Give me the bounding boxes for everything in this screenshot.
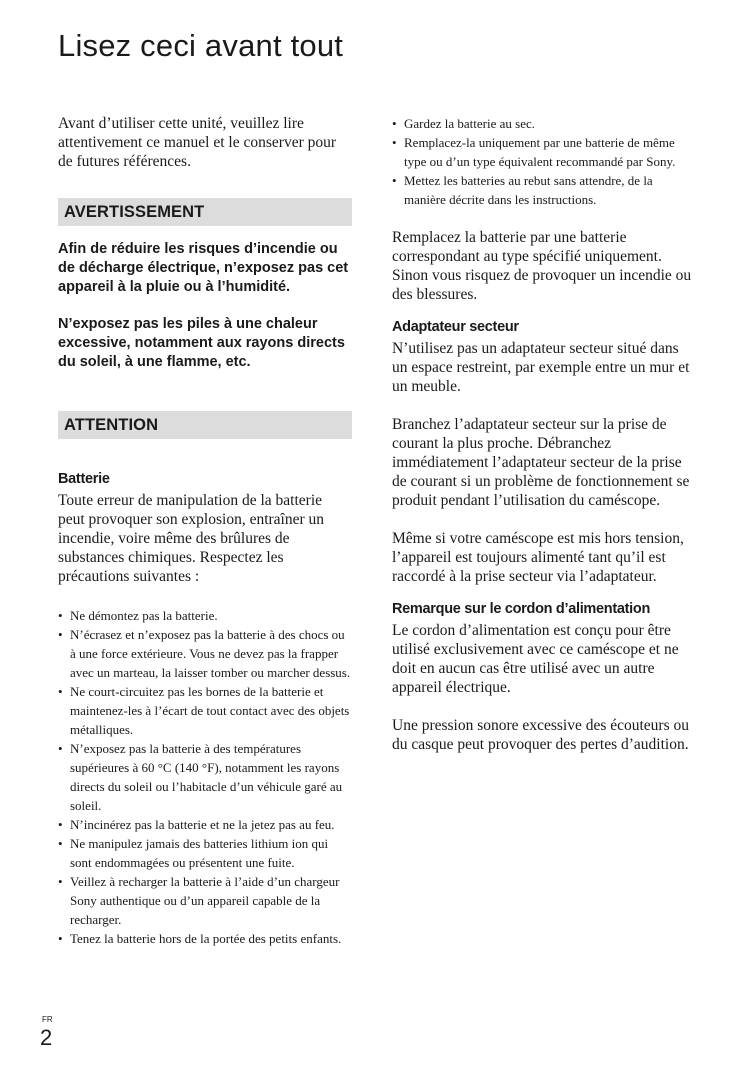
adapter-paragraph-3: Même si votre caméscope est mis hors tension, l’appareil est toujours alimenté tant qu’il est raccordé à la prise secteur via l’adaptateur. xyxy=(392,530,684,585)
battery-precautions-list xyxy=(58,606,352,948)
warning-banner: AVERTISSEMENT xyxy=(58,198,352,226)
battery-text: Toute erreur de manipulation de la batterie peut provoquer son explosion, entraîner un incendie, voire même des brûlures de substances chimiques. Respectez les précautions suivantes : xyxy=(58,492,325,585)
adapter-paragraph-2: Branchez l’adaptateur secteur sur la prise de courant la plus proche. Débranchez immédiatement l’adaptateur secteur de la prise de courant si un problème de fonctionnement se produit pendant l’utilisation du caméscope. xyxy=(392,416,690,509)
list-item: • Mettez les batteries au rebut sans attendre, de la manière décrite dans les instructions. xyxy=(392,171,692,209)
page-number: 2 xyxy=(40,1025,53,1050)
sound-pressure-text: Une pression sonore excessive des écouteurs ou du casque peut provoquer des pertes d’audition. xyxy=(392,717,689,753)
battery-heading: Batterie xyxy=(58,471,110,487)
list-item: • Gardez la batterie au sec. xyxy=(392,114,692,133)
list-item: • Ne démontez pas la batterie. xyxy=(58,606,352,625)
list-item: • Veillez à recharger la batterie à l’aide d’un chargeur Sony authentique ou d’un appareil capable de la recharger. xyxy=(58,872,352,929)
page-title: Lisez ceci avant tout xyxy=(58,28,344,63)
attention-banner: ATTENTION xyxy=(58,411,352,439)
power-cord-heading: Remarque sur le cordon d’alimentation xyxy=(392,601,651,617)
adapter-paragraph-1: N’utilisez pas un adaptateur secteur situé dans un espace restreint, par exemple entre un mur et un meuble. xyxy=(392,340,690,395)
warning-paragraph-1: Afin de réduire les risques d’incendie ou de décharge électrique, n’exposez pas cet appareil à la pluie ou à l’humidité. xyxy=(58,241,349,295)
battery-precautions-list-continued xyxy=(392,114,692,209)
list-item: • N’écrasez et n’exposez pas la batterie à des chocs ou à une force extérieure. Vous ne devez pas la frapper avec un marteau, la laisser tomber ou marcher dessus. xyxy=(58,625,352,682)
warning-paragraph-2: N’exposez pas les piles à une chaleur excessive, notamment aux rayons directs du soleil, à une flamme, etc. xyxy=(58,316,345,370)
list-item: • N’exposez pas la batterie à des températures supérieures à 60 °C (140 °F), notamment les rayons directs du soleil ou l’habitacle d’un véhicule garé au soleil. xyxy=(58,739,352,815)
power-cord-text: Le cordon d’alimentation est conçu pour être utilisé exclusivement avec ce caméscope et ne doit en aucun cas être utilisé avec un autre appareil électrique. xyxy=(392,622,679,696)
replace-battery-text: Remplacez la batterie par une batterie correspondant au type spécifié uniquement. Sinon vous risquez de provoquer un incendie ou des blessures. xyxy=(392,229,692,303)
list-item: • N’incinérez pas la batterie et ne la jetez pas au feu. xyxy=(58,815,352,834)
list-item: • Tenez la batterie hors de la portée des petits enfants. xyxy=(58,929,352,948)
list-item: • Ne court-circuitez pas les bornes de la batterie et maintenez-les à l’écart de tout contact avec des objets métalliques. xyxy=(58,682,352,739)
language-code: FR xyxy=(42,1015,53,1024)
adapter-heading: Adaptateur secteur xyxy=(392,319,519,335)
list-item: • Ne manipulez jamais des batteries lithium ion qui sont endommagées ou présentent une fuite. xyxy=(58,834,352,872)
list-item: • Remplacez-la uniquement par une batterie de même type ou d’un type équivalent recommandé par Sony. xyxy=(392,133,692,171)
left-column xyxy=(58,114,352,948)
right-column xyxy=(392,114,692,754)
intro-text: Avant d’utiliser cette unité, veuillez lire attentivement ce manuel et le conserver pour de futures références. xyxy=(58,115,337,170)
